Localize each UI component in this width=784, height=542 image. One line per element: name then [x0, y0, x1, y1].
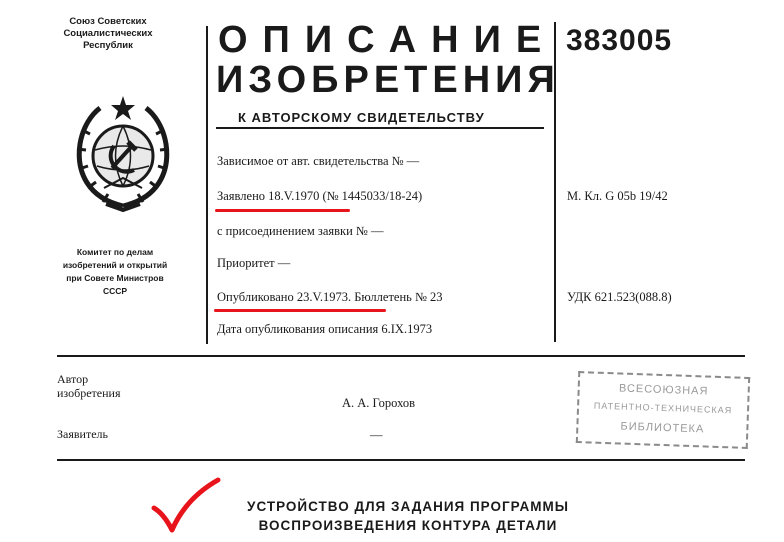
filed-date: Заявлено 18.V.1970 (№ 1445033/18-24)	[217, 189, 423, 203]
section-divider-top	[57, 355, 745, 357]
committee-line: изобретений и открытий	[62, 260, 168, 270]
invention-title-line: УСТРОЙСТВО ДЛЯ ЗАДАНИЯ ПРОГРАММЫ	[247, 499, 569, 514]
committee-line: СССР	[102, 286, 128, 296]
published-date: Опубликовано 23.V.1973. Бюллетень № 23	[217, 290, 443, 304]
union-line: Социалистических	[63, 28, 153, 39]
author-label-line: изобретения	[57, 386, 121, 400]
classification-mkl: М. Кл. G 05b 19/42	[567, 189, 668, 203]
author-label	[57, 372, 120, 400]
red-underline-filed	[215, 209, 350, 212]
union-name	[62, 16, 154, 52]
author-name: А. А. Горохов	[342, 396, 416, 410]
committee-name	[54, 246, 176, 298]
committee-line: при Совете Министров	[66, 273, 164, 283]
section-divider-bottom	[57, 459, 745, 461]
left-column-divider	[206, 26, 208, 344]
red-underline-published	[214, 309, 386, 312]
document-title: ОПИСАНИЕ	[218, 19, 557, 61]
document-subtitle: К АВТОРСКОМУ СВИДЕТЕЛЬСТВУ	[238, 110, 485, 125]
applicant-label: Заявитель	[57, 427, 108, 441]
patent-number: 383005	[566, 24, 673, 57]
stamp-line: БИБЛИОТЕКА	[620, 420, 705, 436]
classification-udk: УДК 621.523(088.8)	[567, 290, 672, 304]
author-label-line: Автор	[57, 372, 89, 386]
joined-application: с присоединением заявки № —	[217, 224, 384, 238]
applicant-value: —	[370, 428, 383, 442]
invention-title-line: ВОСПРОИЗВЕДЕНИЯ КОНТУРА ДЕТАЛИ	[258, 518, 558, 533]
document-title-second-line: ИЗОБРЕТЕНИЯ	[216, 59, 560, 101]
priority: Приоритет —	[217, 256, 291, 270]
subtitle-underline	[216, 127, 544, 129]
committee-line: Комитет по делам	[76, 247, 154, 257]
stamp-line: ПАТЕНТНО-ТЕХНИЧЕСКАЯ	[593, 400, 733, 416]
description-publication-date: Дата опубликования описания 6.IX.1973	[217, 322, 433, 336]
invention-title	[228, 497, 588, 535]
check-mark-icon	[150, 476, 222, 536]
library-stamp	[576, 371, 750, 449]
union-line: Республик	[83, 40, 133, 51]
stamp-line: ВСЕСОЮЗНАЯ	[618, 382, 709, 398]
state-emblem-icon	[68, 94, 178, 214]
union-line: Союз Советских	[69, 16, 147, 27]
dependent-certificate: Зависимое от авт. свидетельства № —	[217, 154, 420, 168]
